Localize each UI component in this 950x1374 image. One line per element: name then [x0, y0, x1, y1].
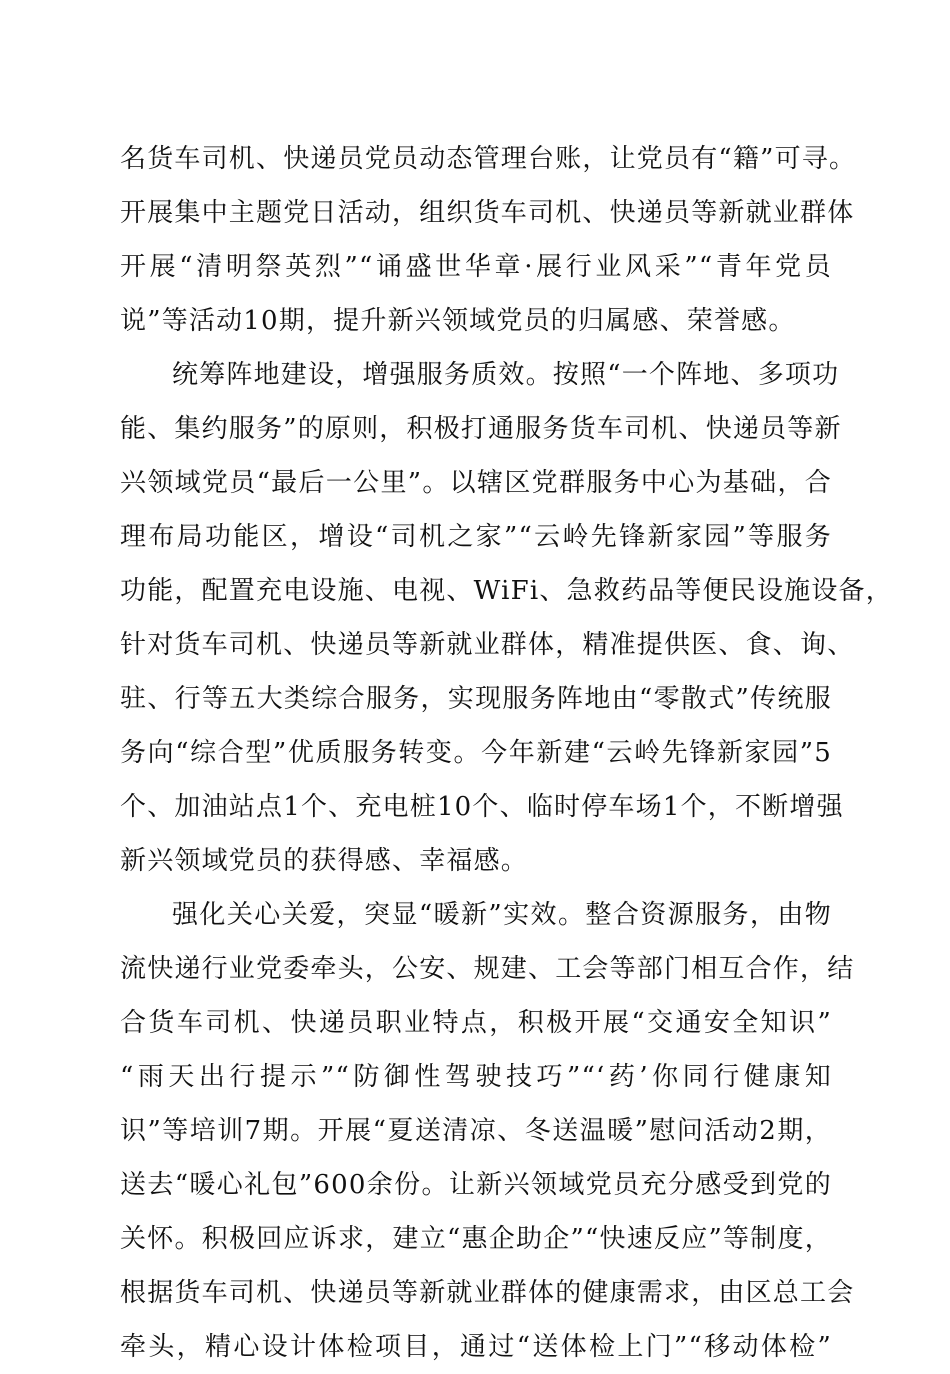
- text-line: 能、集约服务”的原则，积极打通服务货车司机、快递员等新: [120, 414, 842, 444]
- text-line: “雨天出行提示”“防御性驾驶技巧”“‘药’你同行健康知: [120, 1062, 832, 1092]
- text-line: 送去“暖心礼包”600余份。让新兴领域党员充分感受到党的: [120, 1170, 832, 1200]
- text-line: 说”等活动10期，提升新兴领域党员的归属感、荣誉感。: [120, 306, 796, 336]
- text-line: 合货车司机、快递员职业特点，积极开展“交通安全知识”: [120, 1008, 832, 1038]
- text-line: 针对货车司机、快递员等新就业群体，精准提供医、食、询、: [120, 630, 855, 660]
- text-line: 理布局功能区，增设“司机之家”“云岭先锋新家园”等服务: [120, 522, 832, 552]
- text-line: 名货车司机、快递员党员动态管理台账，让党员有“籍”可寻。: [120, 144, 857, 174]
- text-line: 识”等培训7期。开展“夏送清凉、冬送温暖”慰问活动2期，: [120, 1116, 832, 1146]
- paragraph-start-line: 强化关心关爱，突显“暖新”实效。整合资源服务，由物: [172, 900, 832, 930]
- paragraph-start-line: 统筹阵地建设，增强服务质效。按照“一个阵地、多项功: [172, 360, 840, 390]
- text-line: 兴领域党员“最后一公里”。以辖区党群服务中心为基础，合: [120, 468, 832, 498]
- text-line: 流快递行业党委牵头，公安、规建、工会等部门相互合作，结: [120, 954, 855, 984]
- text-line: 新兴领域党员的获得感、幸福感。: [120, 846, 529, 876]
- text-line: 关怀。积极回应诉求，建立“惠企助企”“快速反应”等制度，: [120, 1224, 832, 1254]
- text-line: 功能，配置充电设施、电视、WiFi、急救药品等便民设施设备，: [120, 576, 893, 606]
- text-line: 开展“清明祭英烈”“诵盛世华章·展行业风采”“青年党员: [120, 252, 832, 282]
- body-text: [120, 132, 893, 1374]
- text-line: 个、加油站点1个、充电桩10个、临时停车场1个，不断增强: [120, 792, 844, 822]
- text-line: 开展集中主题党日活动，组织货车司机、快递员等新就业群体: [120, 198, 855, 228]
- text-line: 驻、行等五大类综合服务，实现服务阵地由“零散式”传统服: [120, 684, 832, 714]
- text-line: 牵头，精心设计体检项目，通过“送体检上门”“移动体检”: [120, 1332, 832, 1362]
- text-line: 根据货车司机、快递员等新就业群体的健康需求，由区总工会: [120, 1278, 855, 1308]
- text-line: 务向“综合型”优质服务转变。今年新建“云岭先锋新家园”5: [120, 738, 832, 768]
